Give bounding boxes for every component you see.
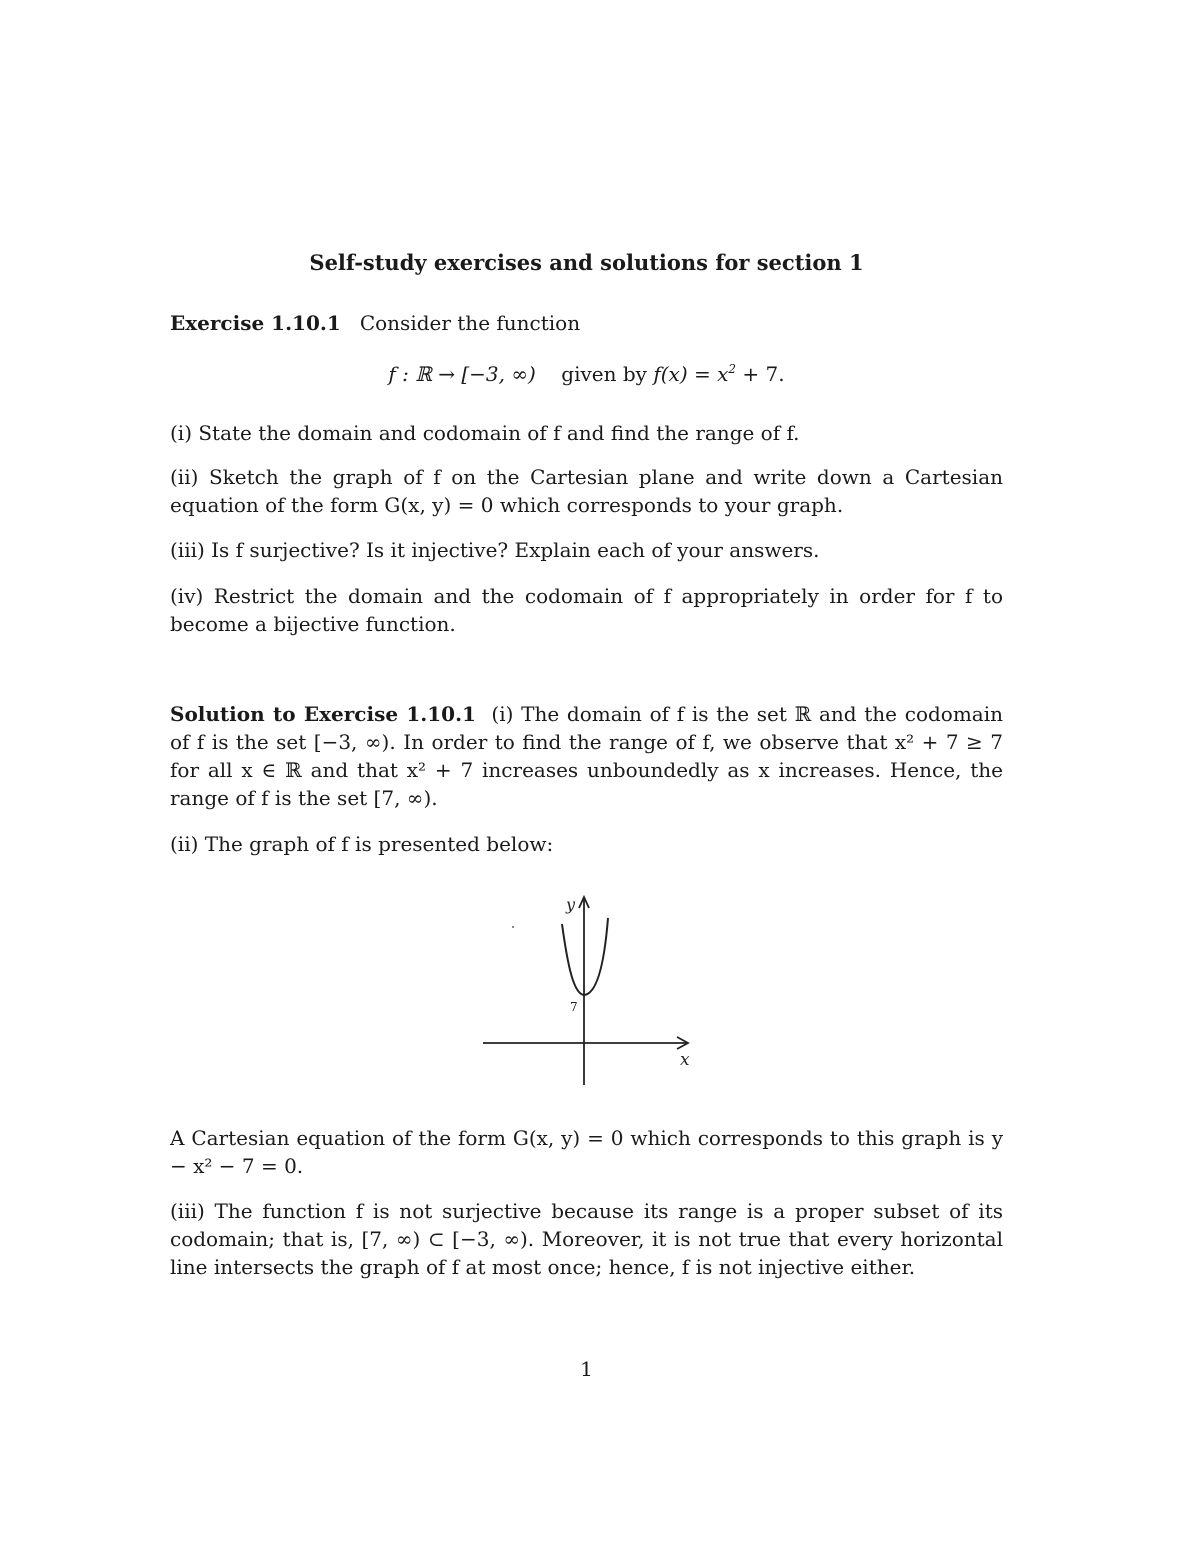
solution-heading: Solution to Exercise 1.10.1	[170, 702, 476, 726]
exercise-part-ii: (ii) Sketch the graph of f on the Cartesian plane and write down a Cartesian equation of the form G(x, y) = 0 which corresponds to your graph.	[170, 465, 1003, 517]
function-exponent: 2	[728, 362, 737, 376]
function-formula-tail: + 7.	[736, 362, 785, 386]
function-definition	[170, 362, 1003, 386]
exercise-heading: Exercise 1.10.1	[170, 311, 341, 335]
exercise-part-i: (i) State the domain and codomain of f and find the range of f.	[170, 421, 800, 445]
page-number: 1	[580, 1357, 593, 1381]
document-page	[170, 0, 1003, 1553]
solution-equation: A Cartesian equation of the form G(x, y) = 0 which corresponds to this graph is y − x² − 7 = 0.	[170, 1126, 1003, 1178]
solution-part-iii: (iii) The function f is not surjective because its range is a proper subset of its codomain; that is, [7, ∞) ⊂ [−3, ∞). Moreover, it is not true that every horizontal line intersects the graph of f at most once; hence, f is not injective either.	[170, 1199, 1003, 1279]
stray-dot	[512, 926, 514, 928]
y-axis-label: y	[566, 895, 576, 914]
function-signature: f : ℝ → [−3, ∞)	[388, 362, 536, 386]
solution-part-i	[170, 700, 1003, 812]
page-title: Self-study exercises and solutions for section 1	[309, 250, 864, 275]
parabola-curve	[562, 918, 608, 995]
exercise-intro	[170, 309, 1003, 337]
x-axis-label: x	[680, 1050, 690, 1070]
function-formula: f(x) = x	[653, 362, 729, 386]
function-given-by: given by	[561, 362, 647, 386]
solution-part-ii: (ii) The graph of f is presented below:	[170, 832, 554, 856]
exercise-part-iv: (iv) Restrict the domain and the codomain of f appropriately in order for f to become a bijective function.	[170, 584, 1003, 636]
solution-part-i-text: (i) The domain of f is the set ℝ and the codomain of f is the set [−3, ∞). In order to find the range of f, we observe that x² + 7 ≥ 7 for all x ∈ ℝ and that x² + 7 increases unboundedly as x increases. Hence, the range of f is the set [7, ∞).	[170, 702, 1003, 810]
exercise-part-iii: (iii) Is f surjective? Is it injective? Explain each of your answers.	[170, 538, 820, 562]
parabola-sketch	[480, 888, 880, 1093]
exercise-intro-text: Consider the function	[359, 311, 581, 335]
intercept-label: 7	[570, 1000, 578, 1014]
